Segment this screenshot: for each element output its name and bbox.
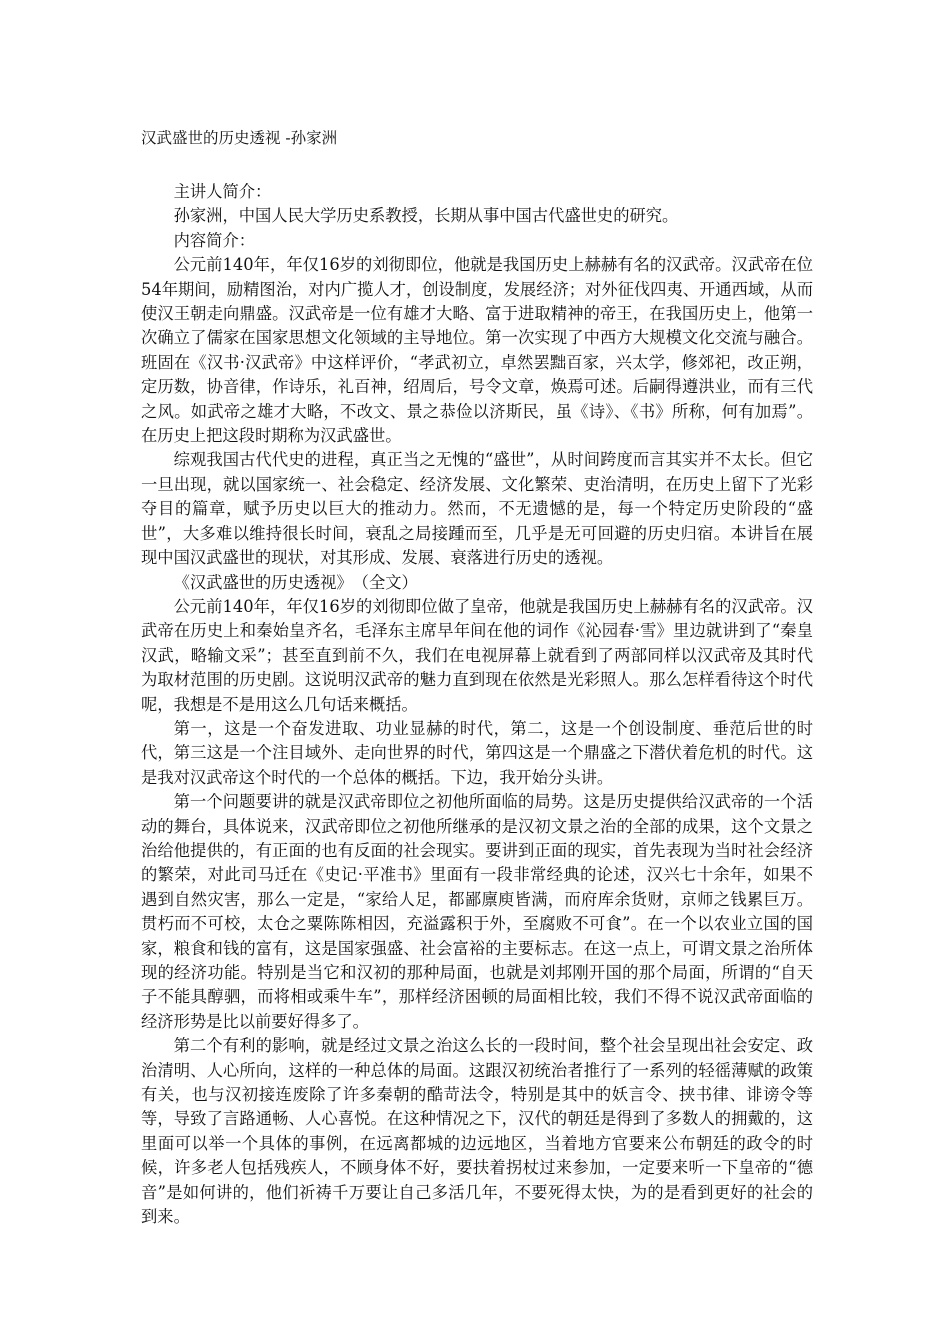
body-paragraph: 第二个有利的影响，就是经过文景之治这么长的一段时间，整个社会呈现出社会安定、政治清明、人心所向，这样的一种总体的局面。这跟汉初统治者推行了一系列的轻徭薄赋的政策有关，也与汉初接连废除了许多秦朝的酷苛法令，特别是其中的妖言令、挟书律、诽谤令等等，导致了言路通畅、人心喜悦。在这种情况之下，汉代的朝廷是得到了多数人的拥戴的，这里面可以举一个具体的事例，在远离都城的边远地区，当着地方官要来公布朝廷的政令的时候，许多老人包括残疾人，不顾身体不好，要扶着拐杖过来参加，一定要来听一下皇帝的“德音”是如何讲的，他们祈祷千万要让自己多活几年，不要死得太快，为的是看到更好的社会的到来。 (141, 1036, 813, 1227)
document-title: 汉武盛世的历史透视 -孙家洲 (141, 129, 338, 147)
speaker-label: 主讲人简介： (173, 182, 272, 201)
summary-paragraph: 公元前140年，年仅16岁的刘彻即位，他就是我国历史上赫赫有名的汉武帝。汉武帝在位54年期间，励精图治，对内广揽人才，创设制度，发展经济；对外征伐四夷、开通西域，从而使汉王朝走向鼎盛。汉武帝是一位有雄才大略、富于进取精神的帝王，在我国历史上，他第一次确立了儒家在国家思想文化领域的主导地位。第一次实现了中西方大规模文化交流与融合。班固在《汉书·汉武帝》中这样评价，“孝武初立，卓然罢黜百家，兴太学，修郊祀，改正朔，定历数，协音律，作诗乐，礼百神，绍周后，号令文章，焕焉可述。后嗣得遵洪业，而有三代之风。如武帝之雄才大略，不改文、景之恭俭以济斯民，虽《诗》、《书》所称，何有加焉”。在历史上把这段时期称为汉武盛世。 (141, 255, 813, 446)
summary-label: 内容简介： (173, 230, 256, 250)
body-paragraph: 公元前140年，年仅16岁的刘彻即位做了皇帝，他就是我国历史上赫赫有名的汉武帝。汉武帝在历史上和秦始皇齐名，毛泽东主席早年间在他的词作《沁园春·雪》里边就讲到了“秦皇汉武，略输文采”；甚至直到前不久，我们在电视屏幕上就看到了两部同样以汉武帝及其时代为取材范围的历史剧。这说明汉武帝的魅力直到现在依然是光彩照人。那么怎样看待这个时代呢，我想是不是用这么几句话来概括。 (141, 596, 813, 714)
speaker-bio: 孙家洲，中国人民大学历史系教授，长期从事中国古代盛世史的研究。 (173, 206, 679, 226)
document-page (141, 126, 813, 1229)
body-paragraph: 第一，这是一个奋发进取、功业显赫的时代，第二，这是一个创设制度、垂范后世的时代，第三这是一个注目域外、走向世界的时代，第四这是一个鼎盛之下潜伏着危机的时代。这是我对汉武帝这个时代的一个总体的概括。下边，我开始分头讲。 (141, 718, 813, 787)
fulltext-heading: 《汉武盛世的历史透视》 （全文） (173, 572, 418, 592)
summary-paragraph: 综观我国古代代史的进程，真正当之无愧的“盛世”，从时间跨度而言其实并不太长。但它一旦出现，就以国家统一、社会稳定、经济发展、文化繁荣、吏治清明，在历史上留下了光彩夺目的篇章，赋予历史以巨大的推动力。然而，不无遗憾的是，每一个特定历史阶段的“盛世”，大多难以维持很长时间，衰乱之局接踵而至，几乎是无可回避的历史归宿。本讲旨在展现中国汉武盛世的现状，对其形成、发展、衰落进行历史的透视。 (141, 450, 813, 568)
body-paragraph: 第一个问题要讲的就是汉武帝即位之初他所面临的局势。这是历史提供给汉武帝的一个活动的舞台，具体说来，汉武帝即位之初他所继承的是汉初文景之治的全部的成果，这个文景之治给他提供的，有正面的也有反面的社会现实。要讲到正面的现实，首先表现为当时社会经济的繁荣，对此司马迁在《史记·平准书》里面有一段非常经典的论述，汉兴七十余年，如果不遇到自然灾害，那么一定是，“家给人足，都鄙廪庾皆满，而府库余货财，京师之钱累巨万。贯朽而不可校，太仓之粟陈陈相因，充溢露积于外，至腐败不可食”。在一个以农业立国的国家，粮食和钱的富有，这是国家强盛、社会富裕的主要标志。在这一点上，可谓文景之治所体现的经济功能。特别是当它和汉初的那种局面，也就是刘邦刚开国的那个局面，所谓的“自天子不能具醇驷，而将相或乘牛车”，那样经济困顿的局面相比较，我们不得不说汉武帝面临的经济形势是比以前要好得多了。 (141, 792, 813, 1031)
